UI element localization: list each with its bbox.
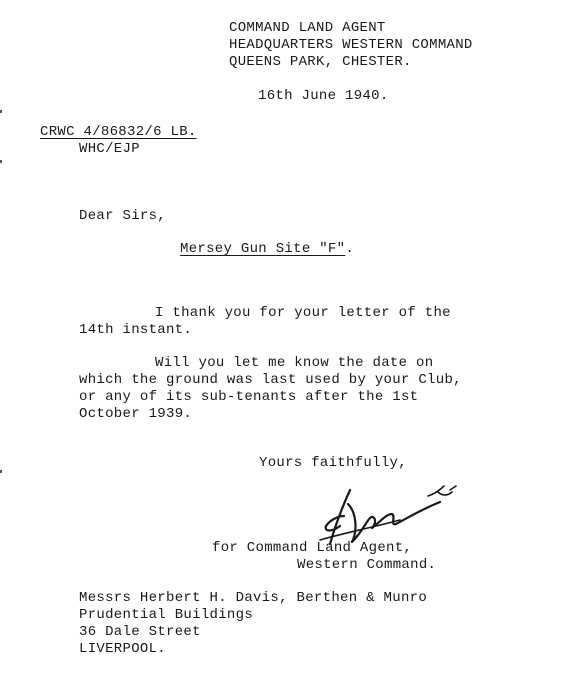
body-para2-line4: October 1939.	[79, 406, 193, 422]
reference-initials: WHC/EJP	[79, 141, 140, 157]
body-para1-line2: 14th instant.	[79, 322, 193, 338]
salutation: Dear Sirs,	[79, 208, 167, 224]
body-para2-line3: or any of its sub-tenants after the 1st	[79, 389, 419, 405]
reference-number: CRWC 4/86832/6 LB.	[40, 124, 197, 140]
edge-mark	[0, 470, 2, 473]
letterhead-office: COMMAND LAND AGENT	[229, 20, 386, 36]
edge-mark	[0, 160, 2, 163]
subject-line	[180, 241, 354, 257]
addressee-line1: Messrs Herbert H. Davis, Berthen & Munro	[79, 590, 428, 606]
signature-block-line1: for Command Land Agent,	[212, 540, 413, 556]
letter-date: 16th June 1940.	[258, 88, 389, 104]
body-para2-line2: which the ground was last used by your Club,	[79, 372, 462, 388]
addressee-line4: LIVERPOOL.	[79, 641, 167, 657]
addressee-line3: 36 Dale Street	[79, 624, 201, 640]
closing: Yours faithfully,	[259, 455, 407, 471]
body-para2-line1: Will you let me know the date on	[155, 355, 434, 371]
body-para1-line1: I thank you for your letter of the	[155, 305, 451, 321]
subject-text: Mersey Gun Site "F"	[180, 241, 346, 257]
addressee-line2: Prudential Buildings	[79, 607, 254, 623]
signature-block-line2: Western Command.	[297, 557, 437, 573]
edge-mark	[0, 110, 2, 113]
subject-end: .	[345, 241, 355, 257]
letterhead-location: QUEENS PARK, CHESTER.	[229, 54, 412, 70]
letterhead-headquarters: HEADQUARTERS WESTERN COMMAND	[229, 37, 473, 53]
